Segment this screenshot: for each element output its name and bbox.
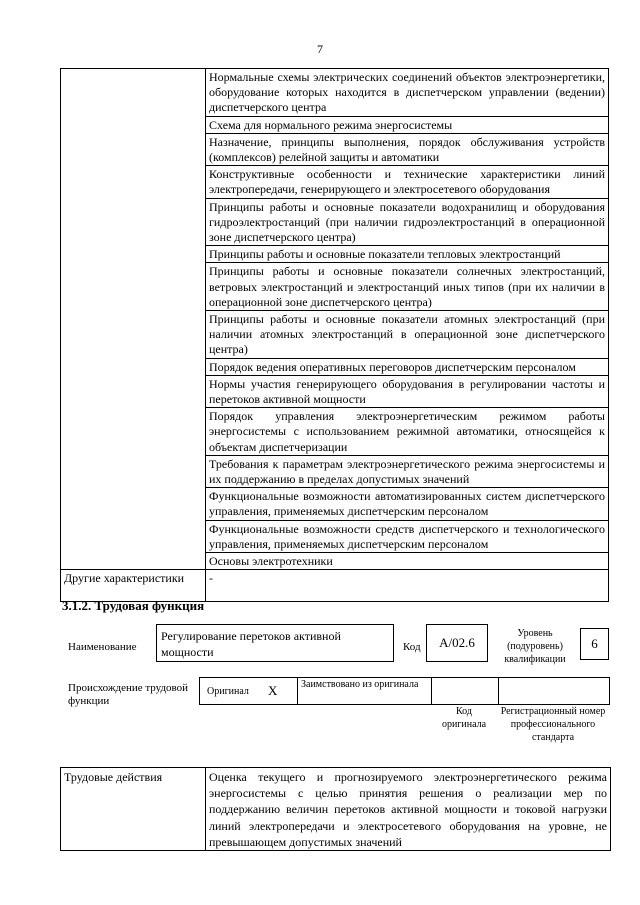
- knowledge-item: Принципы работы и основные показатели тепловых электростанций: [206, 246, 609, 263]
- labor-actions-table: [60, 767, 611, 851]
- knowledge-label-cell: [61, 69, 206, 570]
- knowledge-item: Принципы работы и основные показатели солнечных электростанций, ветровых электростанций и электростанций иных типов (при их наличии в операционной зоне диспетчерского центра): [206, 263, 609, 311]
- knowledge-item: Основы электротехники: [206, 553, 609, 570]
- borrowed-label: Заимствовано из оригинала: [301, 679, 419, 690]
- registration-number-caption: Регистрационный номер профессионального стандарта: [500, 706, 606, 743]
- other-characteristics-label: Другие характеристики: [61, 570, 206, 602]
- origin-label: Происхождение трудовой функции: [68, 682, 189, 707]
- other-characteristics-value: -: [206, 570, 609, 602]
- knowledge-item: Функциональные возможности средств диспетчерского и технологического управления, применяемых диспетчерским персоналом: [206, 520, 609, 552]
- knowledge-item: Порядок управления электроэнергетическим режимом работы энергосистемы с использованием режимной автоматики, относящейся к объектам диспетчеризации: [206, 408, 609, 456]
- origin-divider: [297, 678, 298, 704]
- page-number: 7: [317, 42, 323, 56]
- origin-divider: [431, 678, 432, 704]
- function-name-field: Регулирование перетоков активной мощности: [156, 624, 394, 662]
- knowledge-item: Принципы работы и основные показатели атомных электростанций (при наличии атомных электростанций в операционной зоне диспетчерского центра): [206, 311, 609, 359]
- labor-actions-text: Оценка текущего и прогнозируемого электроэнергетического режима энергосистемы с целью принятия решения о реализации мер по поддержанию величин перетоков активной мощности и токовой нагрузки линий электропередачи и электросетевого оборудования на уровне, не превышающем допустимых значений: [206, 768, 611, 851]
- code-label: Код: [403, 641, 421, 653]
- knowledge-item: Назначение, принципы выполнения, порядок обслуживания устройств (комплексов) релейной защиты и автоматики: [206, 133, 609, 165]
- code-original-caption: Код оригинала: [441, 706, 487, 730]
- code-field: А/02.6: [426, 624, 488, 662]
- level-label: Уровень (подуровень) квалификации: [504, 628, 566, 665]
- name-label: Наименование: [68, 641, 137, 653]
- origin-divider: [498, 678, 499, 704]
- knowledge-item: Конструктивные особенности и технические характеристики линий электропередачи, генерирующего и электросетевого оборудования: [206, 166, 609, 198]
- knowledge-item: Функциональные возможности автоматизированных систем диспетчерского управления, применяемых диспетчерским персоналом: [206, 488, 609, 520]
- knowledge-item: Требования к параметрам электроэнергетического режима энергосистемы и их поддержанию в пределах допустимых значений: [206, 455, 609, 487]
- knowledge-table: [60, 68, 609, 602]
- original-mark: X: [268, 683, 278, 698]
- original-label: Оригинал: [207, 686, 249, 697]
- knowledge-item: Нормы участия генерирующего оборудования в регулировании частоты и перетоков активной мощности: [206, 375, 609, 407]
- level-field: 6: [580, 628, 609, 660]
- knowledge-item: Нормальные схемы электрических соединений объектов электроэнергетики, оборудование которых находится в диспетчерском управлении (ведении) диспетчерского центра: [206, 69, 609, 117]
- section-title: 3.1.2. Трудовая функция: [62, 598, 205, 613]
- knowledge-item: Принципы работы и основные показатели водохранилищ и оборудования гидроэлектростанций (при наличии гидроэлектростанций в операционной зоне диспетчерского центра): [206, 198, 609, 246]
- knowledge-item: Порядок ведения оперативных переговоров диспетчерским персоналом: [206, 358, 609, 375]
- knowledge-item: Схема для нормального режима энергосистемы: [206, 116, 609, 133]
- labor-actions-label: Трудовые действия: [61, 768, 206, 851]
